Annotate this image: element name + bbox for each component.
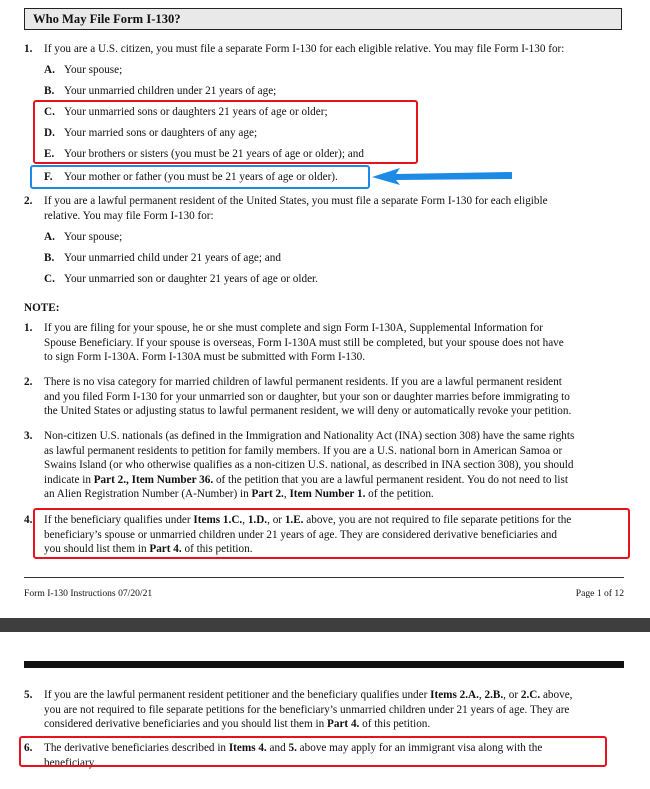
item-text: If you are a U.S. citizen, you must file a separate Form I-130 for each eligible relative. You may file Form I-130 for:: [44, 43, 565, 55]
item-number: 1.: [24, 43, 33, 55]
item-text-line: relative. You may file Form I-130 for:: [44, 209, 214, 222]
sub-item-1f: F. Your mother or father (you must be 21 years of age or older).: [44, 171, 338, 183]
note-number: 2.: [24, 376, 33, 388]
note-item-2: [24, 375, 624, 419]
note-text-line: There is no visa category for married children of lawful permanent residents. If you are a lawful permanent resident: [44, 376, 562, 388]
list-item-1: [24, 42, 624, 57]
note-text-line: beneficiary’s spouse or unmarried children under 21 years of age. They are considered derivative beneficiaries and: [44, 528, 557, 541]
sub-item-1b: B. Your unmarried children under 21 years of age;: [44, 85, 277, 97]
sub-item-1e: E. Your brothers or sisters (you must be 21 years of age or older); and: [44, 148, 364, 160]
note-item-5: [24, 688, 624, 732]
header-rule: [24, 661, 624, 668]
sub-item-2a: A. Your spouse;: [44, 231, 123, 243]
red-highlight-box-3: [19, 736, 607, 767]
note-text-line: The derivative beneficiaries described in Items 4. and 5. above may apply for an immigrant visa along with the: [44, 742, 543, 754]
bold-reference: Part 2.: [251, 488, 284, 501]
note-text-line: you should list them in Part 4. of this petition.: [44, 543, 253, 556]
note-text-line: considered derivative beneficiaries and you should list them in Part 4. of this petition.: [44, 718, 431, 731]
sub-item-2c: C. Your unmarried son or daughter 21 years of age or older.: [44, 273, 318, 285]
note-number: 1.: [24, 322, 33, 334]
red-highlight-box-2: [33, 508, 630, 559]
note-number: 3.: [24, 430, 33, 442]
note-text-line: Spouse Beneficiary. If your spouse is overseas, Form I-130A must still be completed, but your spouse does not have: [44, 336, 564, 349]
note-text-line: If the beneficiary qualifies under Items 1.C., 1.D., or 1.E. above, you are not required to file separate petitions for the: [44, 514, 572, 526]
footer-page-number: Page 1 of 12: [575, 588, 624, 599]
list-item-2: [24, 194, 624, 223]
note-text-line: as lawful permanent residents to petition for family members. If you are a U.S. national born in American Samoa or: [44, 444, 563, 457]
page-footer: [24, 577, 624, 599]
note-label: NOTE:: [24, 302, 60, 314]
section-title-box: [24, 8, 622, 30]
note-text-line: Swains Island (or who otherwise qualifies as a non-citizen U.S. national, as described in INA section 308), you should: [44, 459, 574, 472]
red-highlight-box-1: [33, 100, 418, 164]
page-2: [0, 632, 650, 789]
item-text-line: If you are a lawful permanent resident of the United States, you must file a separate Form I-130 for each eligible: [44, 195, 548, 207]
note-number: 4.: [24, 514, 33, 526]
footer-form-info: Form I-130 Instructions 07/20/21: [24, 588, 153, 599]
note-text-line: the United States or adjusting status to lawful permanent resident, we will deny or automatically revoke your petition.: [44, 405, 572, 418]
item-number: 2.: [24, 195, 33, 207]
sub-item-2b: B. Your unmarried child under 21 years of age; and: [44, 252, 281, 264]
note-number: 6.: [24, 742, 33, 754]
sub-item-1a: A. Your spouse;: [44, 64, 123, 76]
note-text-line: Non-citizen U.S. nationals (as defined in the Immigration and Nationality Act (INA) section 308) have the same rights: [44, 430, 575, 442]
note-text-line: an Alien Registration Number (A-Number) in Part 2., Item Number 1. of the petition.: [44, 488, 434, 501]
blue-arrow-icon: [370, 166, 515, 186]
section-title: Who May File Form I-130?: [33, 12, 181, 26]
sub-item-1c: C. Your unmarried sons or daughters 21 years of age or older;: [44, 106, 328, 118]
page-separator: [0, 618, 650, 632]
note-text-line: If you are filing for your spouse, he or she must complete and sign Form I-130A, Supplemental Information for: [44, 322, 543, 334]
note-text-line: you are not required to file separate petitions for the beneficiary’s unmarried children under 21 years of age. They are: [44, 703, 570, 716]
note-number: 5.: [24, 689, 33, 701]
bold-reference: Item Number 1.: [289, 488, 366, 501]
note-text-line: beneficiary.: [44, 756, 97, 769]
note-item-1: [24, 321, 624, 365]
note-text-line: If you are the lawful permanent resident petitioner and the beneficiary qualifies under Items 2.A., 2.B., or 2.C. above,: [44, 689, 573, 701]
sub-item-1d: D. Your married sons or daughters of any age;: [44, 127, 258, 139]
note-text-line: and you filed Form I-130 for your unmarried son or daughter, but your son or daughter marries before immigrating to: [44, 390, 570, 403]
note-text-line: indicate in Part 2., Item Number 36. of the petition that you are a lawful permanent resident. You do not need to list: [44, 473, 568, 486]
note-item-3: [24, 429, 624, 502]
blue-highlight-box: [30, 165, 370, 189]
bold-reference: Part 2., Item Number 36.: [93, 473, 214, 486]
note-text-line: to sign Form I-130A. Form I-130A must be submitted with Form I-130.: [44, 351, 366, 364]
